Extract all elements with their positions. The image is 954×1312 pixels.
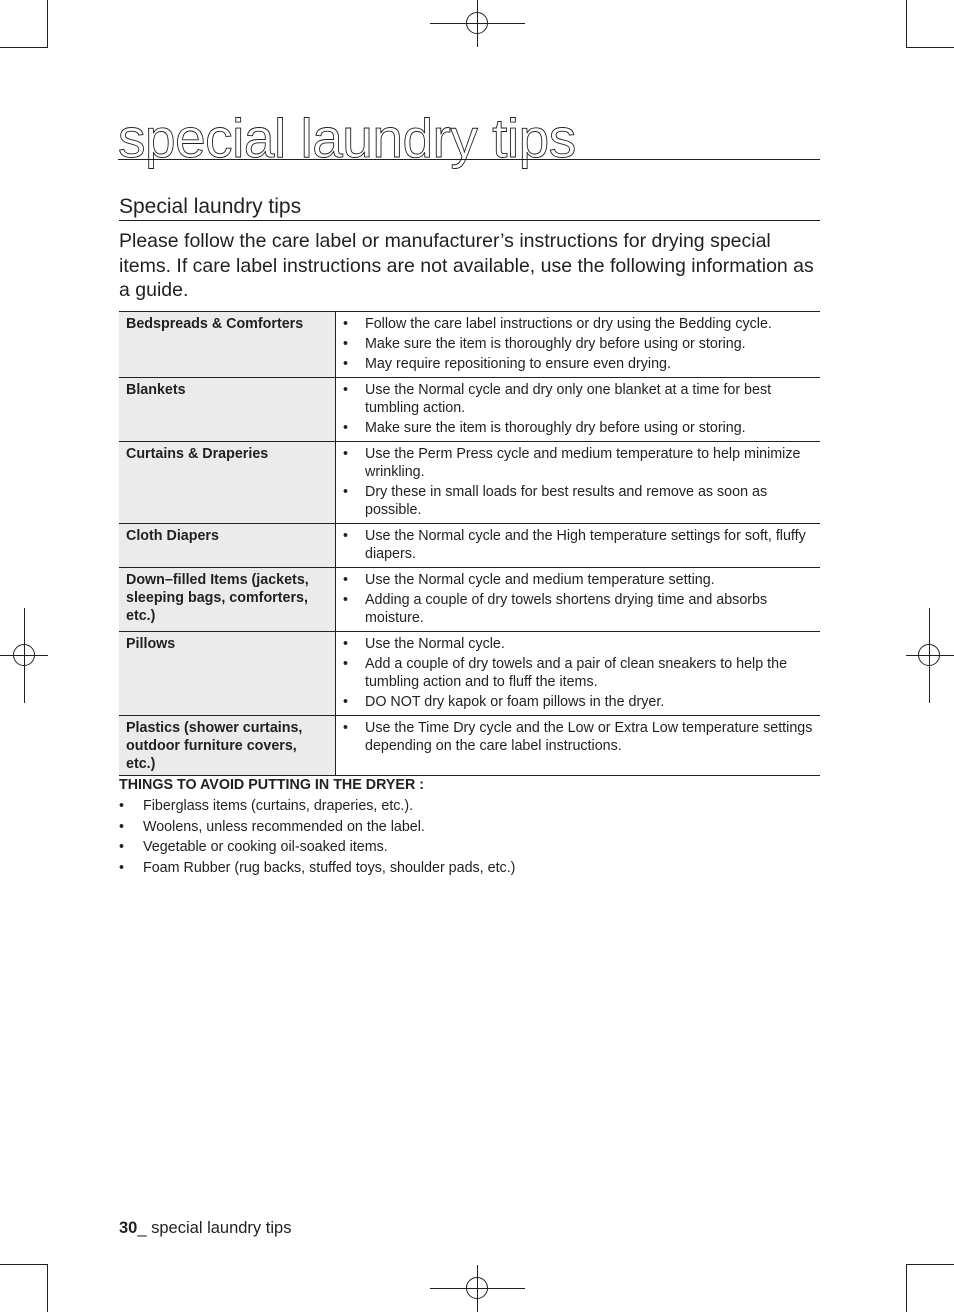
table-row — [119, 568, 820, 632]
avoid-heading: THINGS TO AVOID PUTTING IN THE DRYER : — [119, 777, 425, 793]
intro-paragraph: Please follow the care label or manufacturer’s instructions for drying special items. If care label instructions are not available, use the following information as a guide. — [119, 230, 814, 301]
list-item: • Vegetable or cooking oil-soaked items. — [119, 838, 819, 856]
section-heading: Special laundry tips — [119, 194, 820, 221]
tip-list — [342, 719, 814, 755]
list-item: • Foam Rubber (rug backs, stuffed toys, shoulder pads, etc.) — [119, 859, 819, 877]
item-name: Curtains & Draperies — [119, 442, 336, 524]
list-item: • Fiberglass items (curtains, draperies, etc.). — [119, 797, 819, 815]
tip-list — [342, 315, 814, 373]
tip-item: • Make sure the item is thoroughly dry before using or storing. — [342, 419, 814, 437]
page-title: special laundry tips — [118, 108, 820, 160]
tip-item: • Use the Normal cycle and medium temperature setting. — [342, 571, 814, 589]
item-tips — [336, 524, 821, 568]
item-name: Cloth Diapers — [119, 524, 336, 568]
tip-item: • May require repositioning to ensure even drying. — [342, 355, 814, 373]
tip-list — [342, 635, 814, 711]
item-name: Bedspreads & Comforters — [119, 312, 336, 378]
table-row — [119, 312, 820, 378]
list-item: • Woolens, unless recommended on the label. — [119, 818, 819, 836]
tip-item: • Use the Perm Press cycle and medium temperature to help minimize wrinkling. — [342, 445, 814, 481]
item-tips — [336, 442, 821, 524]
tip-item: • Dry these in small loads for best results and remove as soon as possible. — [342, 483, 814, 519]
tip-item: • Use the Normal cycle. — [342, 635, 814, 653]
table-row — [119, 378, 820, 442]
tip-item: • Use the Normal cycle and the High temperature settings for soft, fluffy diapers. — [342, 527, 814, 563]
page-footer — [119, 1218, 291, 1238]
tip-list — [342, 445, 814, 519]
table-row — [119, 442, 820, 524]
table-row — [119, 524, 820, 568]
item-tips — [336, 716, 821, 776]
item-name: Blankets — [119, 378, 336, 442]
item-tips — [336, 632, 821, 716]
tip-item: • Add a couple of dry towels and a pair of clean sneakers to help the tumbling action and to fluff the items. — [342, 655, 814, 691]
table-row — [119, 716, 820, 776]
avoid-list — [119, 797, 819, 879]
tip-list — [342, 381, 814, 437]
page-number: 30 — [119, 1219, 138, 1237]
tip-item: • Follow the care label instructions or dry using the Bedding cycle. — [342, 315, 814, 333]
tip-list — [342, 571, 814, 627]
item-name: Pillows — [119, 632, 336, 716]
item-name: Down–filled Items (jackets, sleeping bags, comforters, etc.) — [119, 568, 336, 632]
item-tips — [336, 378, 821, 442]
tip-item: • Use the Normal cycle and dry only one blanket at a time for best tumbling action. — [342, 381, 814, 417]
tip-list — [342, 527, 814, 563]
table-row — [119, 632, 820, 716]
item-tips — [336, 568, 821, 632]
tip-item: • Make sure the item is thoroughly dry before using or storing. — [342, 335, 814, 353]
tip-item: • DO NOT dry kapok or foam pillows in the dryer. — [342, 693, 814, 711]
tip-item: • Use the Time Dry cycle and the Low or Extra Low temperature settings depending on the care label instructions. — [342, 719, 814, 755]
item-name: Plastics (shower curtains, outdoor furniture covers, etc.) — [119, 716, 336, 776]
footer-label: _ special laundry tips — [137, 1219, 292, 1237]
item-tips — [336, 312, 821, 378]
laundry-tips-table — [119, 311, 820, 776]
tip-item: • Adding a couple of dry towels shortens drying time and absorbs moisture. — [342, 591, 814, 627]
